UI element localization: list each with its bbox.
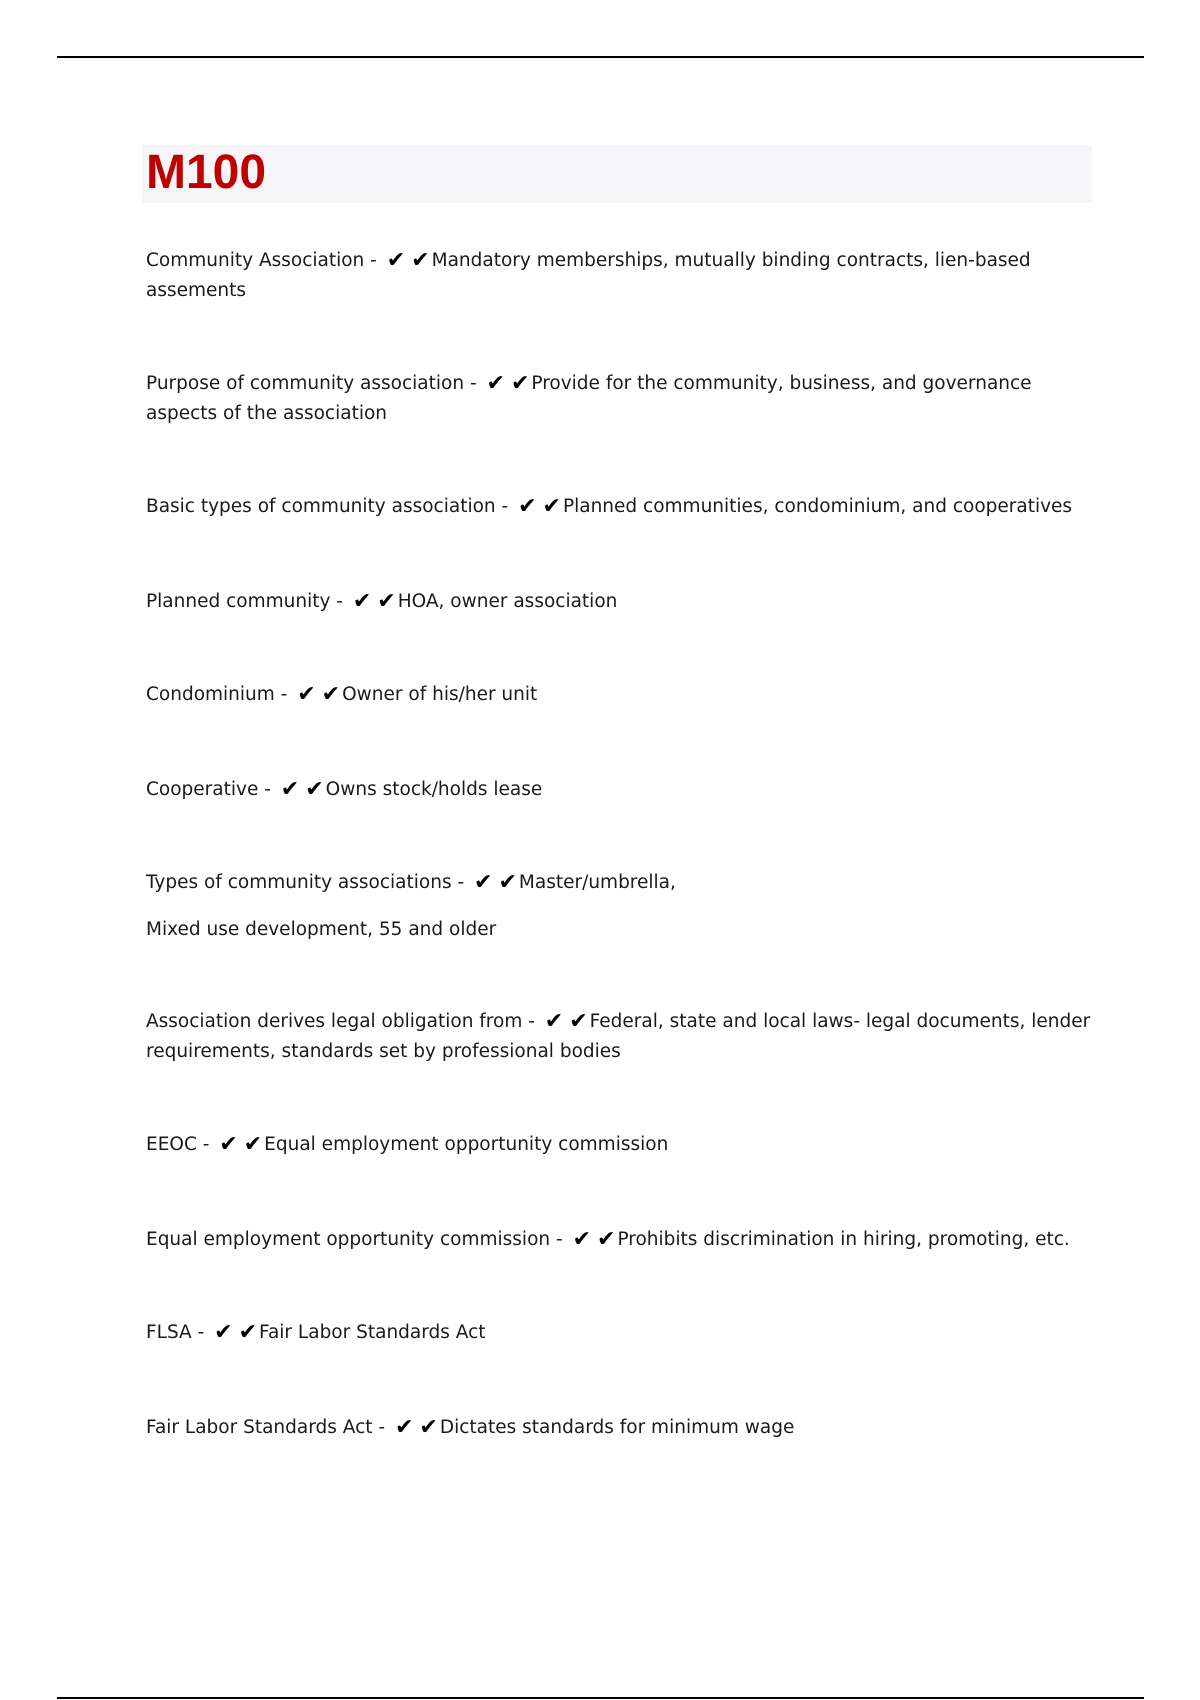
qa-term: Cooperative — [146, 779, 259, 800]
qa-answer: Prohibits discrimination in hiring, promoting, etc. — [617, 1229, 1070, 1250]
qa-term: Equal employment opportunity commission — [146, 1229, 551, 1250]
qa-item — [146, 775, 1096, 805]
separator: - — [364, 250, 383, 271]
qa-answer: Dictates standards for minimum wage — [439, 1417, 795, 1438]
check-icon: ✔ — [394, 1415, 414, 1440]
qa-item — [146, 1413, 1096, 1443]
qa-answer: Mandatory memberships, mutually binding contracts, lien-based assements — [146, 250, 1031, 301]
qa-answer: Fair Labor Standards Act — [259, 1322, 486, 1343]
qa-answer: Provide for the community, business, and governance aspects of the association — [146, 373, 1032, 424]
qa-line — [146, 587, 1096, 617]
check-icon: ✔ — [321, 682, 341, 707]
qa-answer: Federal, state and local laws- legal documents, lender requirements, standards set by professional bodies — [146, 1011, 1091, 1062]
separator: - — [495, 496, 515, 517]
qa-answer-continued: Mixed use development, 55 and older — [146, 919, 497, 940]
qa-term: FLSA — [146, 1322, 192, 1343]
qa-answer: Planned communities, condominium, and cooperatives — [562, 496, 1073, 517]
separator: - — [451, 872, 471, 893]
bottom-divider — [57, 1697, 1144, 1699]
qa-term: Condominium — [146, 684, 275, 705]
check-icon: ✔ — [510, 371, 530, 396]
qa-answer: Equal employment opportunity commission — [264, 1134, 669, 1155]
check-icon: ✔ — [352, 589, 372, 614]
separator: - — [196, 1134, 216, 1155]
separator: - — [191, 1322, 211, 1343]
qa-line — [146, 680, 1096, 710]
qa-line — [146, 1318, 1096, 1348]
check-icon: ✔ — [243, 1132, 263, 1157]
qa-item — [146, 492, 1096, 522]
check-icon: ✔ — [411, 248, 430, 273]
qa-item — [146, 1007, 1096, 1067]
check-icon: ✔ — [486, 371, 505, 396]
check-icon: ✔ — [238, 1320, 258, 1345]
qa-line — [146, 868, 1096, 898]
qa-line — [146, 492, 1096, 522]
check-icon: ✔ — [518, 494, 537, 519]
check-icon: ✔ — [419, 1415, 438, 1440]
check-icon: ✔ — [569, 1009, 588, 1034]
qa-line — [146, 1130, 1096, 1160]
check-icon: ✔ — [572, 1227, 591, 1252]
qa-term: Basic types of community association — [146, 496, 496, 517]
check-icon: ✔ — [377, 589, 396, 614]
qa-term: Planned community — [146, 591, 331, 612]
qa-line — [146, 775, 1096, 805]
top-divider — [57, 56, 1144, 58]
check-icon: ✔ — [474, 870, 493, 895]
title-band — [142, 145, 1092, 203]
page-title: M100 — [146, 146, 267, 199]
qa-item — [146, 1318, 1096, 1348]
qa-line — [146, 369, 1096, 429]
qa-answer: Owner of his/her unit — [342, 684, 538, 705]
check-icon: ✔ — [597, 1227, 616, 1252]
check-icon: ✔ — [214, 1320, 233, 1345]
separator: - — [522, 1011, 541, 1032]
separator: - — [258, 779, 277, 800]
qa-term: Purpose of community association — [146, 373, 465, 394]
check-icon: ✔ — [542, 494, 561, 519]
qa-line — [146, 246, 1096, 306]
separator: - — [274, 684, 294, 705]
qa-term: Types of community associations — [146, 872, 452, 893]
qa-term: Association derives legal obligation from — [146, 1011, 523, 1032]
qa-item — [146, 868, 1096, 945]
qa-answer: HOA, owner association — [397, 591, 618, 612]
check-icon: ✔ — [386, 248, 406, 273]
qa-item — [146, 680, 1096, 710]
separator: - — [464, 373, 483, 394]
qa-term: Fair Labor Standards Act — [146, 1417, 373, 1438]
check-icon: ✔ — [498, 870, 517, 895]
qa-term: Community Association — [146, 250, 365, 271]
qa-answer: Owns stock/holds lease — [325, 779, 543, 800]
qa-item — [146, 1225, 1096, 1255]
separator: - — [330, 591, 349, 612]
qa-term: EEOC — [146, 1134, 197, 1155]
check-icon: ✔ — [297, 682, 316, 707]
separator: - — [372, 1417, 391, 1438]
qa-item — [146, 369, 1096, 429]
qa-item — [146, 1130, 1096, 1160]
check-icon: ✔ — [305, 777, 324, 802]
check-icon: ✔ — [544, 1009, 564, 1034]
qa-line — [146, 1413, 1096, 1443]
qa-item — [146, 587, 1096, 617]
check-icon: ✔ — [280, 777, 300, 802]
qa-line — [146, 1225, 1096, 1255]
qa-line — [146, 1007, 1096, 1067]
qa-item — [146, 246, 1096, 306]
qa-answer: Master/umbrella, — [518, 872, 676, 893]
separator: - — [550, 1229, 569, 1250]
check-icon: ✔ — [219, 1132, 238, 1157]
